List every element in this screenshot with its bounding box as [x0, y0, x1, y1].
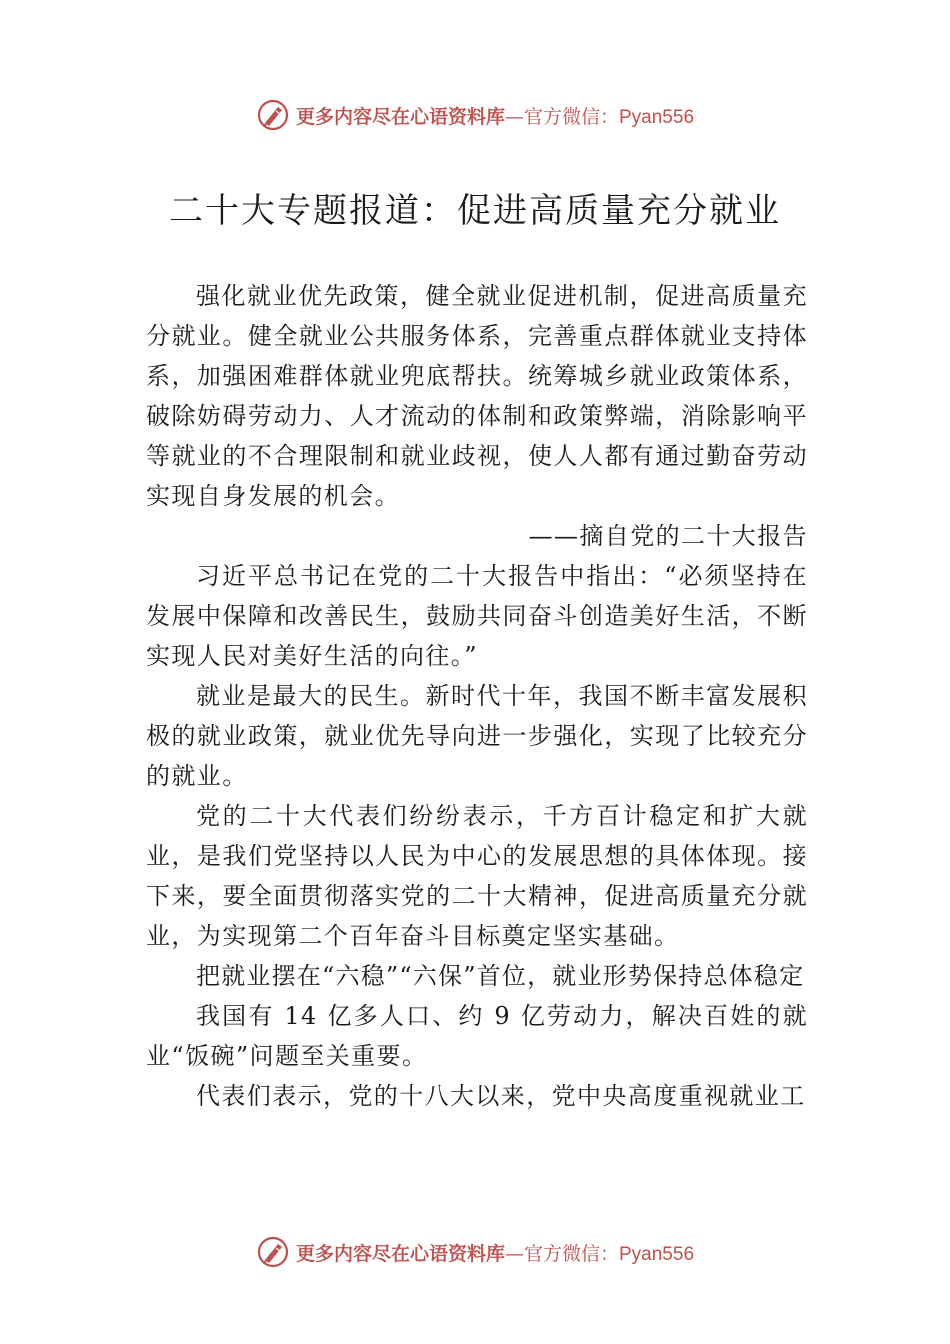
watermark-wechat-id: Pyan556 [619, 1243, 695, 1265]
watermark-brand: 更多内容尽在心语资料库 [295, 1242, 505, 1265]
watermark-wechat-id: Pyan556 [619, 106, 695, 128]
watermark-label: 官方微信： [523, 1242, 619, 1265]
pen-logo-icon [256, 1235, 290, 1269]
watermark-label: 官方微信： [523, 105, 619, 128]
document-title: 二十大专题报道：促进高质量充分就业 [169, 191, 781, 231]
pen-logo-icon [256, 98, 290, 132]
document-body [146, 276, 808, 1116]
watermark-separator: — [504, 105, 524, 128]
paragraph-quote: 强化就业优先政策，健全就业促进机制，促进高质量充分就业。健全就业公共服务体系，完善重点群体就业支持体系，加强困难群体就业兜底帮扶。统筹城乡就业政策体系， 破除妨碍劳动力、人才流动的体制和政策弊端，消除影响平等就业的不合理限制和就业歧视，使人人都有通过勤奋劳动实现自身发展的机会。 [146, 282, 808, 510]
paragraph-xi-quote: 习近平总书记在党的二十大报告中指出：“必须坚持在发展中保障和改善民生，鼓励共同奋斗创造美好生活，不断实现人民对美好生活的向往。” [146, 562, 808, 670]
paragraph-population: 我国有 14 亿多人口、约 9 亿劳动力，解决百姓的就业“饭碗”问题至关重要。 [146, 1002, 808, 1070]
quote-source: ——摘自党的二十大报告 [528, 522, 808, 550]
watermark-text [296, 1239, 694, 1266]
footer-watermark [0, 1232, 950, 1272]
watermark-brand: 更多内容尽在心语资料库 [295, 105, 505, 128]
paragraph-employment: 就业是最大的民生。新时代十年，我国不断丰富发展积极的就业政策，就业优先导向进一步强化，实现了比较充分的就业。 [146, 682, 808, 790]
section-heading: 把就业摆在“六稳”“六保”首位，就业形势保持总体稳定 [196, 962, 805, 990]
header-watermark [0, 95, 950, 135]
watermark-text [296, 102, 694, 129]
paragraph-delegates: 党的二十大代表们纷纷表示，千方百计稳定和扩大就业，是我们党坚持以人民为中心的发展思想的具体体现。接下来，要全面贯彻落实党的二十大精神，促进高质量充分就业，为实现第二个百年奋斗目标奠定坚实基础。 [146, 802, 808, 950]
watermark-separator: — [504, 1242, 524, 1265]
paragraph-delegates-say: 代表们表示，党的十八大以来，党中央高度重视就业工 [196, 1082, 806, 1110]
